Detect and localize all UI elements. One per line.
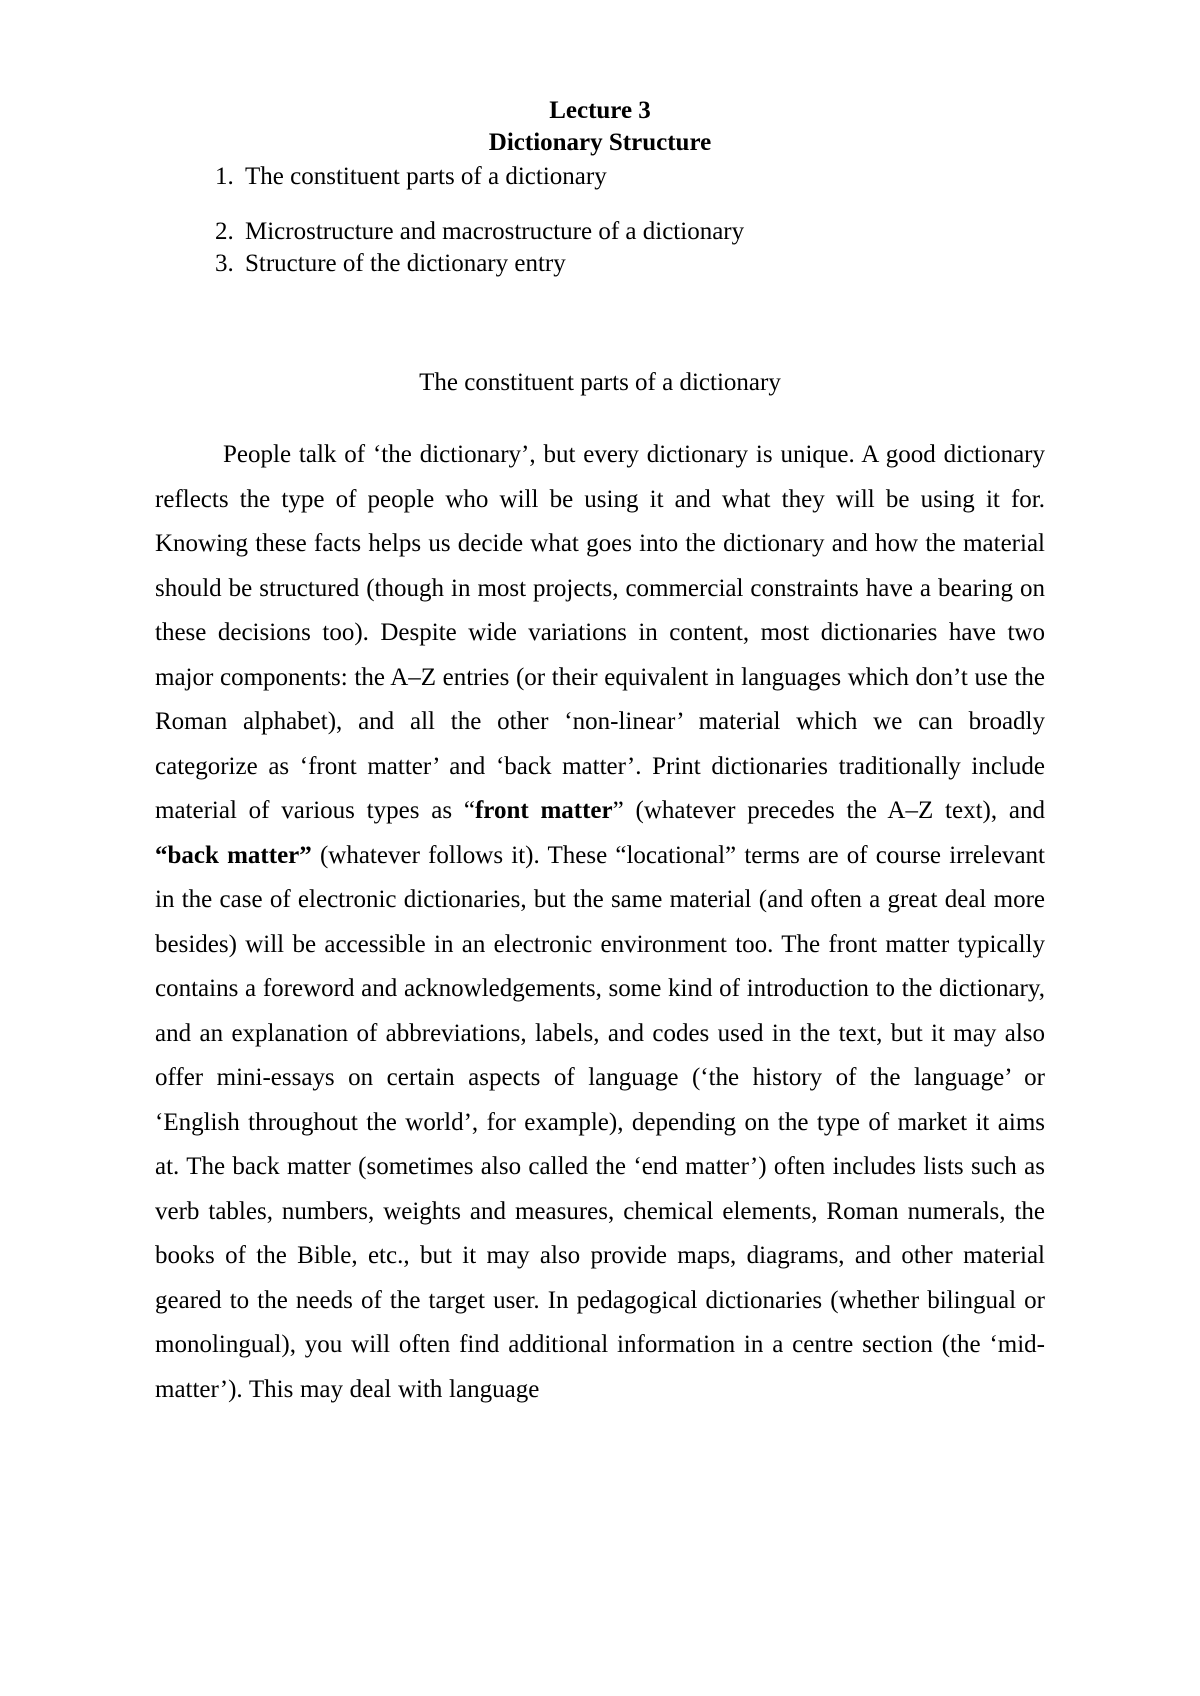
page-title: Lecture 3 — [549, 97, 651, 124]
list-item — [215, 248, 1045, 281]
paragraph-bold-front-matter: front matter — [474, 797, 613, 824]
paragraph-text-part-2: ” (whatever precedes the A–Z text), and — [612, 797, 1045, 824]
list-item-number: 1. — [215, 163, 234, 190]
paragraph-text-part-1: People talk of ‘the dictionary’, but every dictionary is unique. A good dictionary reflects the type of people who will be using it and what they will be using it for. Knowing these facts helps us decide what goes into the dictionary and how the material should be structured (though in most projects, commercial constraints have a bearing on these decisions too). Despite wide variations in content, most dictionaries have two major components: the A–Z entries (or their equivalent in languages which don’t use the Roman alphabet), and all the other ‘non-linear’ material which we can broadly categorize as ‘front matter’ and ‘back matter’. Print dictionaries traditionally include material of various types as “ — [155, 441, 1045, 824]
body-paragraph — [155, 433, 1045, 1412]
list-item-number: 2. — [215, 217, 234, 245]
page-subtitle: Dictionary Structure — [488, 129, 712, 156]
list-item-number: 3. — [215, 250, 234, 277]
paragraph-bold-back-matter: “back matter” — [155, 841, 312, 869]
outline-list — [155, 161, 1045, 281]
list-item-label: The constituent parts of a dictionary — [245, 163, 607, 190]
list-item-label: Structure of the dictionary entry — [245, 250, 566, 277]
paragraph-text-part-3: (whatever follows it). These “locational” terms are of course irrelevant in the case of electronic dictionaries, but the same material (and often a great deal more besides) will be accessible in an electronic environment too. The front matter typically contains a foreword and acknowledgements, some kind of introduction to the dictionary, and an explanation of abbreviations, labels, and codes used in the text, but it may also offer mini-essays on certain aspects of language (‘the history of the language’ or ‘English throughout the world’, for example), depending on the type of market it aims at. The back matter (sometimes also called the ‘end matter’) often includes lists such as verb tables, numbers, weights and measures, chemical elements, Roman numerals, the books of the Bible, etc., but it may also provide maps, diagrams, and other material geared to the needs of the target user. In pedagogical dictionaries (whether bilingual or monolingual), you will often find additional information in a centre section (the ‘mid-matter’). This may deal with language — [155, 841, 1045, 1403]
list-item — [215, 216, 1045, 249]
list-item-label: Microstructure and macrostructure of a dictionary — [245, 217, 745, 245]
list-item — [215, 161, 1045, 194]
section-heading: The constituent parts of a dictionary — [419, 368, 781, 396]
